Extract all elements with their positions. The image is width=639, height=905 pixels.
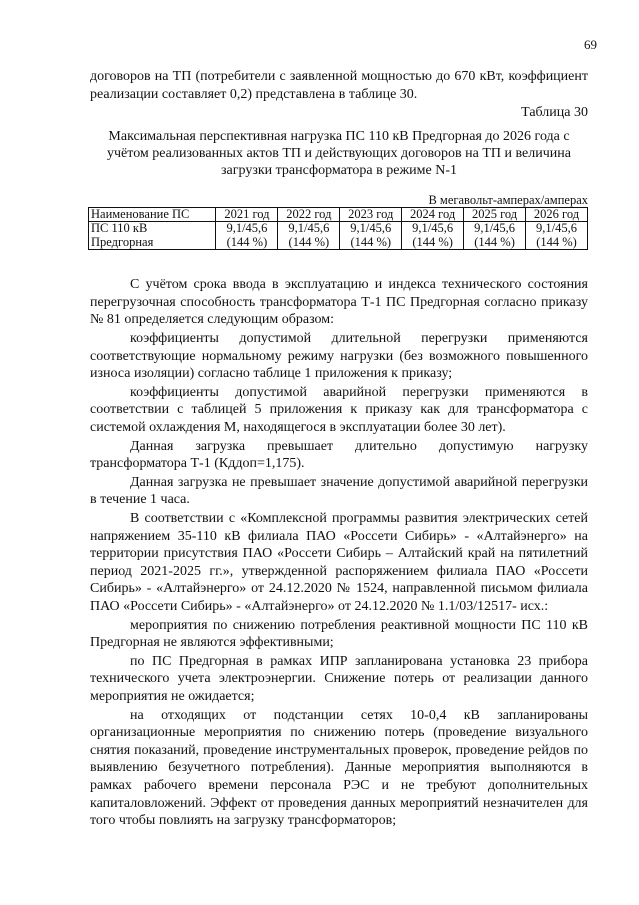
paragraph: мероприятия по снижению потребления реактивной мощности ПС 110 кВ Предгорная не являются эффективными; — [90, 617, 588, 651]
load-percent: (144 %) — [350, 234, 392, 249]
paragraph: коэффициенты допустимой аварийной перегрузки применяются в соответствии с таблицей 5 приложения к приказу как для трансформатора с системой охлаждения М, находящегося в эксплуатации более 30 лет). — [90, 384, 588, 436]
load-percent: (144 %) — [288, 234, 330, 249]
paragraph: Данная загрузка не превышает значение допустимой аварийной перегрузки в течение 1 часа. — [90, 474, 588, 508]
intro-paragraph: договоров на ТП (потребители с заявленной мощностью до 670 кВт, коэффициент реализации составляет 0,2) представлена в таблице 30. — [90, 69, 588, 102]
table-units: В мегавольт-амперах/амперах — [428, 192, 588, 207]
page-number: 69 — [584, 37, 597, 52]
table-row — [89, 222, 588, 250]
header-year: 2026 год — [526, 207, 588, 222]
load-value: 9,1/45,6 — [474, 221, 516, 236]
header-year: 2025 год — [464, 207, 526, 222]
paragraph: коэффициенты допустимой длительной перегрузки применяются соответствующие нормальному режиму нагрузки (без возможного повышенного износа изоляции) согласно таблице 1 приложения к приказу; — [90, 331, 588, 382]
paragraph: С учётом срока ввода в эксплуатацию и индекса технического состояния перегрузочная способность трансформатора Т-1 ПС Предгорная согласно приказу № 81 определяется следующим образом: — [90, 277, 588, 328]
table-title: Максимальная перспективная нагрузка ПС 110 кВ Предгорная до 2026 года с учётом реализованных актов ТП и действующих договоров на ТП и величина загрузки трансформатора в режиме N-1 — [107, 128, 571, 178]
header-year: 2022 год — [278, 207, 340, 222]
load-cell — [526, 222, 588, 250]
load-cell — [464, 222, 526, 250]
paragraph: Данная загрузка превышает длительно допустимую нагрузку трансформатора Т-1 (Кддоп=1,175). — [90, 438, 588, 472]
paragraph: В соответствии с «Комплексной программы развития электрических сетей напряжением 35-110 кВ филиала ПАО «Россети Сибирь» - «Алтайэнерго» на территории присутствия ПАО «Россети Сибирь – Алтайский край на пятилетний период 2021-2025 гг.», утвержденной распоряжением филиала ПАО «Россети Сибирь» - «Алтайэнерго» от 24.12.2020 № 1524, направленной письмом филиала ПАО «Россети Сибирь» - «Алтайэнерго» от 24.12.2020 № 1.1/03/12517- исх.: — [90, 511, 588, 614]
load-percent: (144 %) — [536, 234, 577, 249]
header-substation-name: Наименование ПС — [89, 207, 216, 222]
load-percent: (144 %) — [226, 234, 268, 249]
paragraph: по ПС Предгорная в рамках ИПР запланирована установка 23 прибора технического учета электроэнергии. Снижение потерь от реализации данного мероприятия не ожидается; — [90, 653, 588, 704]
load-percent: (144 %) — [412, 234, 453, 249]
header-year: 2024 год — [402, 207, 464, 222]
load-value: 9,1/45,6 — [536, 221, 577, 236]
table-label: Таблица 30 — [521, 105, 588, 121]
header-year: 2023 год — [340, 207, 402, 222]
body-text — [90, 276, 588, 829]
load-cell — [278, 222, 340, 250]
load-percent: (144 %) — [474, 234, 515, 249]
paragraph: на отходящих от подстанции сетях 10-0,4 кВ запланированы организационные мероприятия по снижению потерь (проведение визуального снятия показаний, проведение инструментальных проверок, проведение рейдов по выявлению безучетного потребления). Данные мероприятия выполняются в рамках рабочего времени персонала РЭС и не требуют дополнительных капиталовложений. Эффект от проведения данных мероприятий незначителен для того чтобы повлиять на загрузку трансформаторов; — [90, 707, 588, 829]
load-value: 9,1/45,6 — [350, 221, 392, 236]
substation-name-line: Предгорная — [91, 234, 154, 249]
substation-name-cell — [89, 222, 216, 250]
substation-name-line: ПС 110 кВ — [91, 221, 148, 236]
load-value: 9,1/45,6 — [288, 221, 330, 236]
load-cell — [216, 222, 278, 250]
document-body — [90, 68, 588, 830]
table-header-row — [89, 207, 588, 222]
load-value: 9,1/45,6 — [226, 221, 268, 236]
load-table — [88, 207, 588, 251]
load-cell — [340, 222, 402, 250]
header-year: 2021 год — [216, 207, 278, 222]
load-value: 9,1/45,6 — [412, 221, 454, 236]
load-cell — [402, 222, 464, 250]
